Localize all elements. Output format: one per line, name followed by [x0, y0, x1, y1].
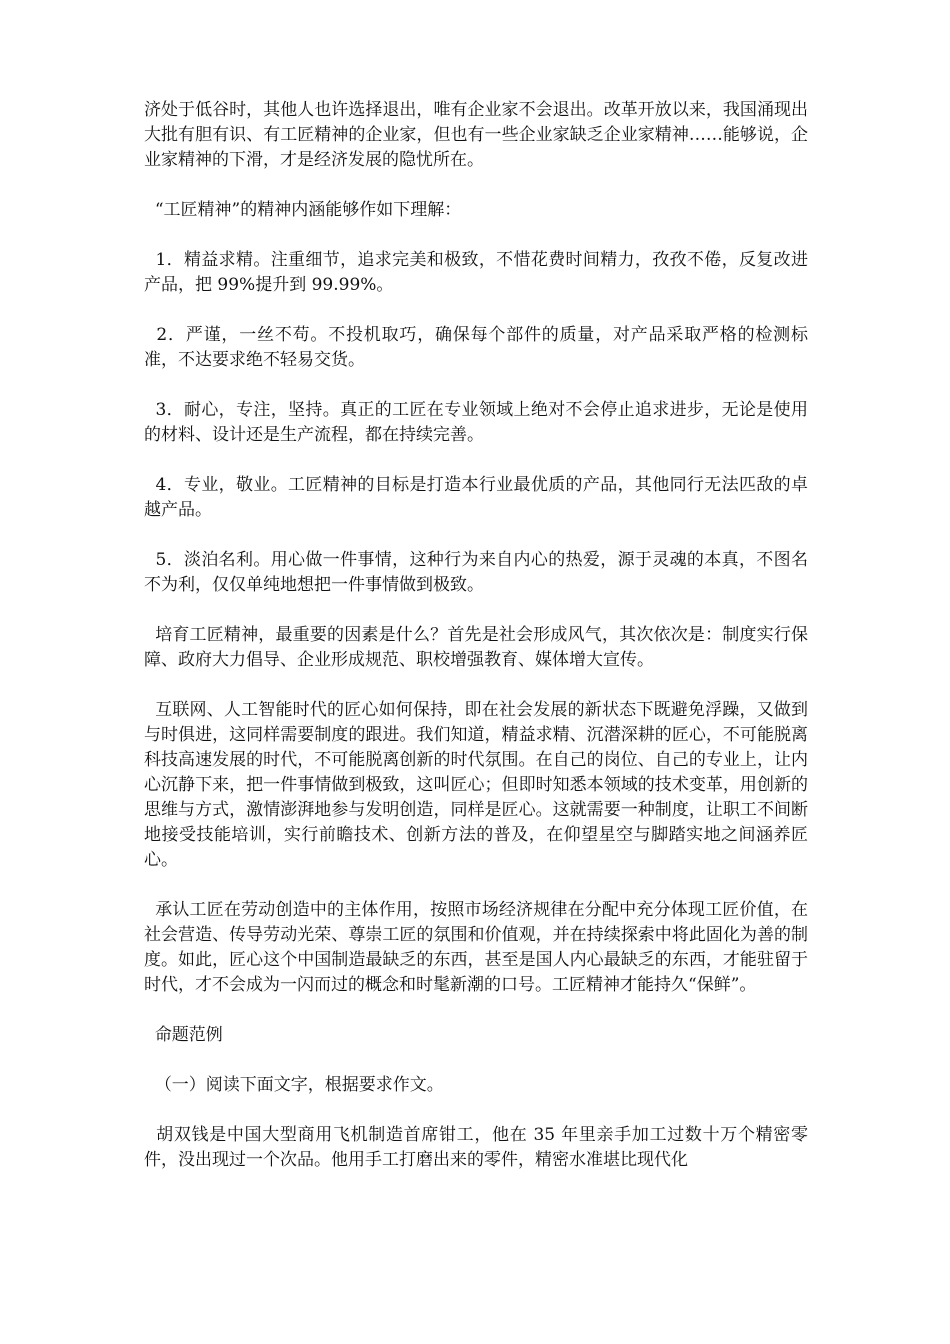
paragraph-point-1: 1．精益求精。注重细节，追求完美和极致，不惜花费时间精力，孜孜不倦，反复改进产品，把 99%提升到 99.99%。: [144, 250, 808, 295]
paragraph-point-4: 4．专业，敬业。工匠精神的目标是打造本行业最优质的产品，其他同行无法匹敌的卓越产品。: [144, 475, 808, 520]
paragraph-prompt-1: （一）阅读下面文字，根据要求作文。: [144, 1075, 444, 1095]
paragraph-recognize-craftsmen: 承认工匠在劳动创造中的主体作用，按照市场经济规律在分配中充分体现工匠价值，在社会营造、传导劳动光荣、尊崇工匠的氛围和价值观，并在持续探索中将此固化为善的制度。如此，匠心这个中国制造最缺乏的东西，甚至是国人内心最缺乏的东西，才能驻留于时代，才不会成为一闪而过的概念和时髦新潮的口号。工匠精神才能持久“保鲜”。: [144, 900, 809, 995]
paragraph-point-5: 5．淡泊名利。用心做一件事情，这种行为来自内心的热爱，源于灵魂的本真，不图名不为利，仅仅单纯地想把一件事情做到极致。: [144, 550, 808, 595]
paragraph-point-3: 3．耐心，专注，坚持。真正的工匠在专业领域上绝对不会停止追求进步，无论是使用的材料、设计还是生产流程，都在持续完善。: [144, 400, 808, 445]
paragraph-internet-era: 互联网、人工智能时代的匠心如何保持，即在社会发展的新状态下既避免浮躁，又做到与时俱进，这同样需要制度的跟进。我们知道，精益求精、沉潜深耕的匠心，不可能脱离科技高速发展的时代，不可能脱离创新的时代氛围。在自己的岗位、自己的专业上，让内心沉静下来，把一件事情做到极致，这叫匠心；但即时知悉本领域的技术变革，用创新的思维与方式，激情澎湃地参与发明创造，同样是匠心。这就需要一种制度，让职工不间断地接受技能培训，实行前瞻技术、创新方法的普及，在仰望星空与脚踏实地之间涵养匠心。: [144, 700, 809, 870]
paragraph-point-2: 2．严谨，一丝不苟。不投机取巧，确保每个部件的质量，对产品采取严格的检测标准，不达要求绝不轻易交货。: [144, 325, 808, 370]
paragraph-cultivation-factors: 培育工匠精神，最重要的因素是什么？首先是社会形成风气，其次依次是：制度实行保障、政府大力倡导、企业形成规范、职校增强教育、媒体增大宣传。: [144, 625, 809, 670]
section-heading-examples: 命题范例: [144, 1025, 223, 1045]
document-body: [144, 98, 808, 1198]
paragraph-craftsman-intro: “工匠精神”的精神内涵能够作如下理解：: [144, 200, 462, 220]
paragraph-entrepreneur-spirit: 济处于低谷时，其他人也许选择退出，唯有企业家不会退出。改革开放以来，我国涌现出大批有胆有识、有工匠精神的企业家，但也有一些企业家缺乏企业家精神……能够说，企业家精神的下滑，才是经济发展的隐忧所在。: [144, 100, 808, 170]
paragraph-hu-shuangqian: 胡双钱是中国大型商用飞机制造首席钳工，他在 35 年里亲手加工过数十万个精密零件，没出现过一个次品。他用手工打磨出来的零件，精密水准堪比现代化: [144, 1125, 808, 1170]
